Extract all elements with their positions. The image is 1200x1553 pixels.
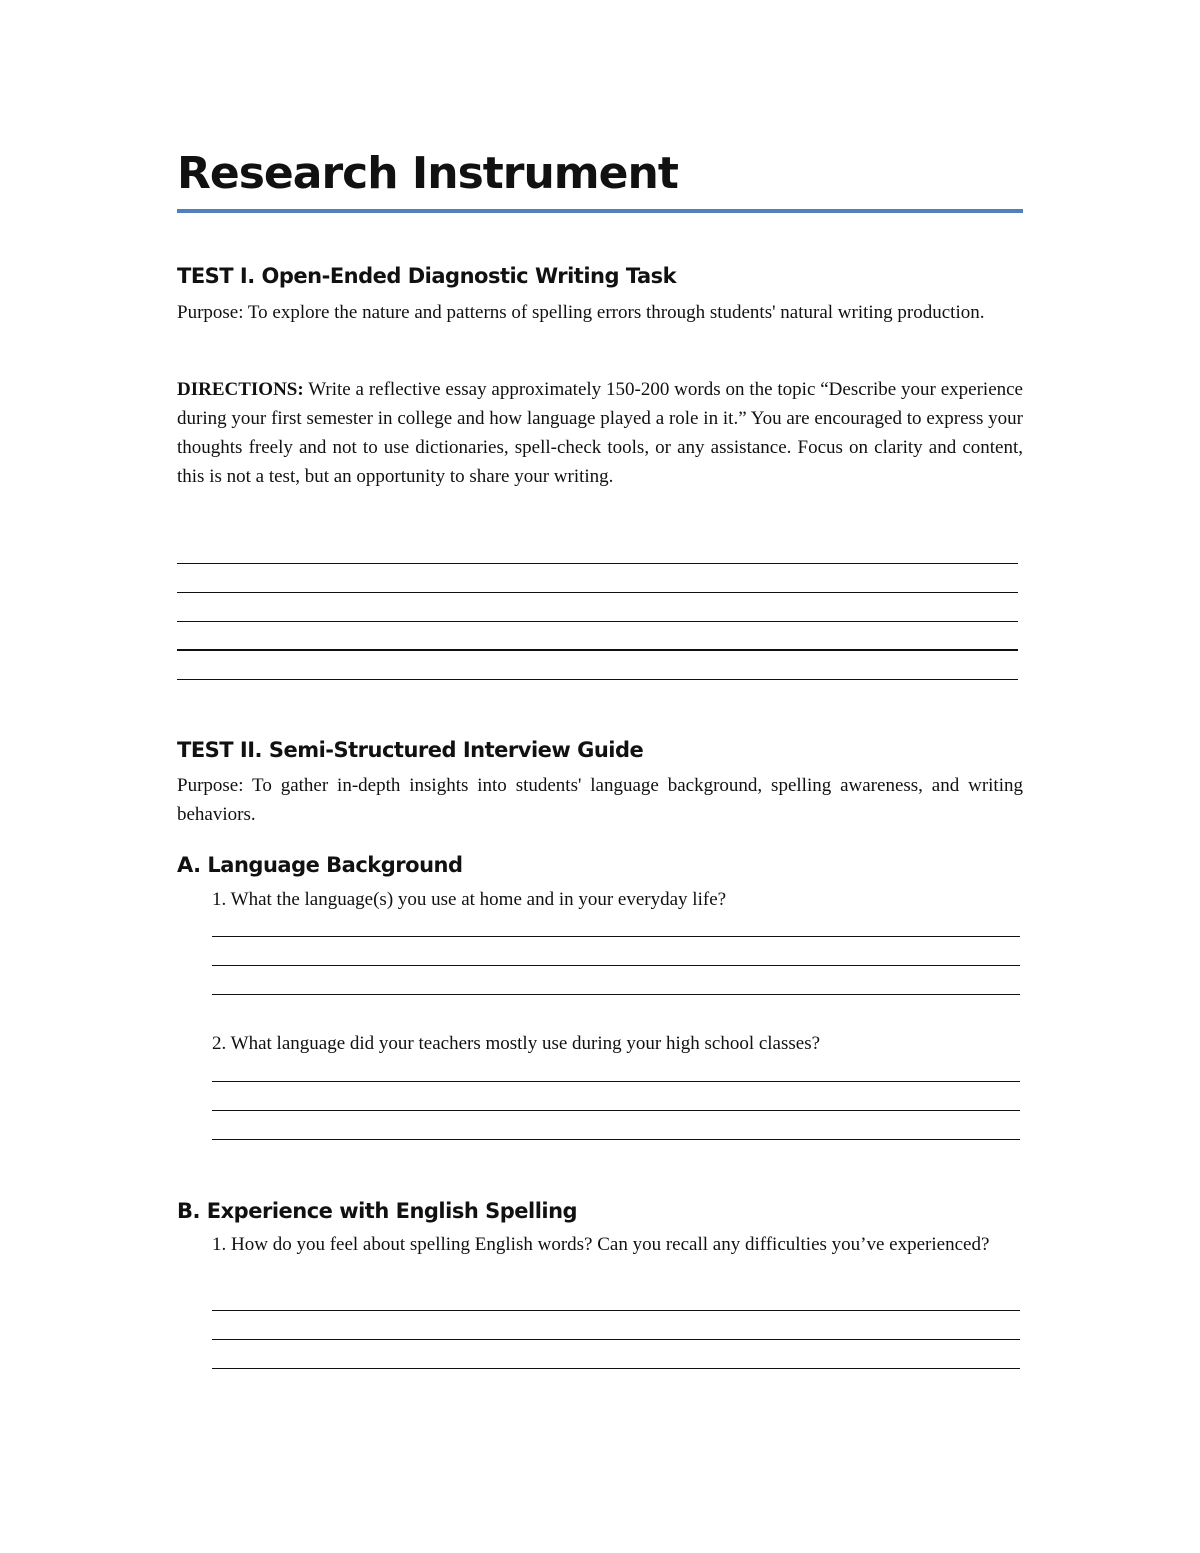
- answer-line[interactable]: [177, 679, 1018, 680]
- test2-section: [177, 736, 1023, 764]
- answer-line[interactable]: [212, 1310, 1020, 1311]
- answer-line[interactable]: [177, 563, 1018, 564]
- section-a-heading: A. Language Background: [177, 853, 463, 877]
- answer-line[interactable]: [212, 1339, 1020, 1340]
- answer-line[interactable]: [212, 994, 1020, 995]
- answer-line[interactable]: [212, 965, 1020, 966]
- answer-line[interactable]: [212, 1081, 1020, 1082]
- answer-line[interactable]: [212, 1110, 1020, 1111]
- section-b-heading: B. Experience with English Spelling: [177, 1199, 578, 1223]
- answer-line[interactable]: [177, 592, 1018, 593]
- answer-line[interactable]: [212, 1139, 1020, 1140]
- test2-heading: TEST II. Semi-Structured Interview Guide: [177, 738, 644, 762]
- directions-label: DIRECTIONS:: [177, 379, 304, 400]
- test2-purpose: Purpose: To gather in-depth insights into students' language background, spelling awareness, and writing behaviors.: [177, 775, 1023, 825]
- directions-text: Write a reflective essay approximately 150-200 words on the topic “Describe your experience during your first semester in college and how language played a role in it.” You are encouraged to express your thoughts freely and not to use dictionaries, spell-check tools, or any assistance. Focus on clarity and content, this is not a test, but an opportunity to share your writing.: [177, 379, 1023, 487]
- section-a-question-1: [212, 885, 1023, 914]
- test1-directions: [177, 375, 1023, 491]
- test1-heading: TEST I. Open-Ended Diagnostic Writing Task: [177, 264, 677, 288]
- question-text: 1. What the language(s) you use at home and in your everyday life?: [212, 889, 727, 910]
- test1-section: [177, 262, 1023, 290]
- section-b-question-1: [212, 1230, 1023, 1259]
- answer-line[interactable]: [212, 936, 1020, 937]
- section-a-question-2: [212, 1029, 1023, 1058]
- test1-purpose: Purpose: To explore the nature and patterns of spelling errors through students' natural writing production.: [177, 302, 985, 323]
- test1-purpose-block: [177, 298, 1023, 327]
- document-title: Research Instrument: [177, 148, 678, 199]
- question-text: 1. How do you feel about spelling English words? Can you recall any difficulties you’ve experienced?: [212, 1234, 990, 1255]
- answer-line[interactable]: [177, 621, 1018, 622]
- test1-directions-block: [177, 375, 1023, 491]
- section-b: [177, 1197, 1023, 1225]
- answer-line[interactable]: [212, 1368, 1020, 1369]
- section-a: [177, 851, 1023, 879]
- question-text: 2. What language did your teachers mostly use during your high school classes?: [212, 1033, 821, 1054]
- title-underline: [177, 209, 1023, 213]
- answer-line[interactable]: [177, 649, 1018, 651]
- test2-purpose-block: [177, 771, 1023, 829]
